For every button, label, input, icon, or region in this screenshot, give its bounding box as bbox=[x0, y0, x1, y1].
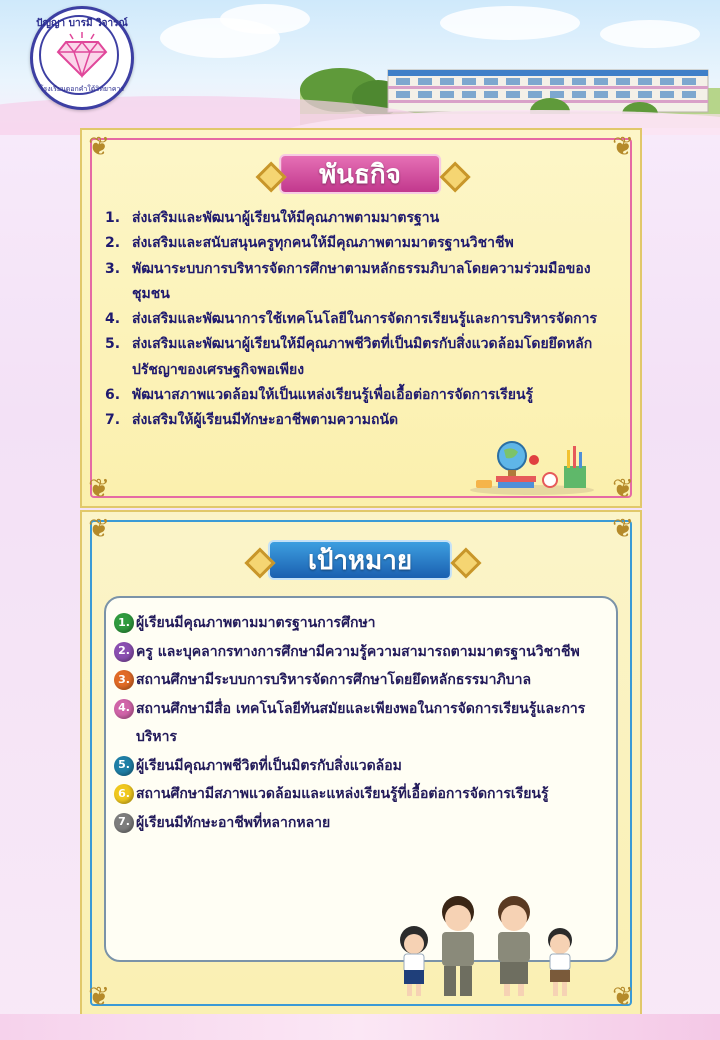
goal-item bbox=[114, 809, 614, 838]
goals-list bbox=[114, 609, 614, 837]
logo-motto: ปัญญา บารมี วิจารณ์ bbox=[36, 18, 128, 29]
ornament-right-icon bbox=[452, 541, 474, 579]
goal-number-badge: 5. bbox=[114, 756, 134, 776]
mission-item-number: 4. bbox=[105, 311, 121, 328]
goal-item bbox=[114, 695, 614, 752]
mission-title: พันธกิจ bbox=[279, 154, 441, 194]
bottom-wave bbox=[0, 1014, 720, 1040]
mission-item-text: ส่งเสริมและพัฒนาผู้เรียนให้มีคุณภาพชีวิตที่เป็นมิตรกับสิ่งแวดล้อมโดยยึดหลักปรัชญาของเศรษฐกิจพอเพียง bbox=[132, 336, 593, 378]
mission-item bbox=[105, 307, 625, 332]
corner-ornament-icon: ❦ bbox=[88, 514, 110, 544]
corner-ornament-icon: ❦ bbox=[612, 982, 634, 1012]
goal-item bbox=[114, 638, 614, 667]
mission-item bbox=[105, 332, 625, 383]
mission-item-text: พัฒนาสภาพแวดล้อมให้เป็นแหล่งเรียนรู้เพื่อเอื้อต่อการจัดการเรียนรู้ bbox=[132, 387, 534, 404]
goal-number-badge: 3. bbox=[114, 670, 134, 690]
mission-item-text: ส่งเสริมให้ผู้เรียนมีทักษะอาชีพตามความถนัด bbox=[132, 412, 399, 429]
goal-number-badge: 1. bbox=[114, 613, 134, 633]
corner-ornament-icon: ❦ bbox=[612, 132, 634, 162]
mission-item bbox=[105, 257, 625, 308]
goal-number-badge: 6. bbox=[114, 784, 134, 804]
mission-item-text: ส่งเสริมและพัฒนาการใช้เทคโนโลยีในการจัดการเรียนรู้และการบริหารจัดการ bbox=[132, 311, 598, 328]
school-logo bbox=[30, 6, 134, 110]
goal-item bbox=[114, 666, 614, 695]
corner-ornament-icon: ❦ bbox=[612, 474, 634, 504]
mission-item-text: พัฒนาระบบการบริหารจัดการศึกษาตามหลักธรรมภิบาลโดยความร่วมมือของชุมชน bbox=[132, 260, 591, 302]
mission-item-number: 1. bbox=[105, 210, 121, 226]
mission-item-number: 5. bbox=[105, 336, 121, 353]
goal-item-text: สถานศึกษามีระบบการบริหารจัดการศึกษาโดยยึดหลักธรรมาภิบาล bbox=[136, 672, 532, 688]
logo-school-name: โรงเรียนดอกคำใต้วิทยาคาร bbox=[39, 85, 125, 93]
corner-ornament-icon: ❦ bbox=[612, 514, 634, 544]
header-banner bbox=[0, 0, 720, 135]
teachers-students-illustration bbox=[388, 890, 588, 1002]
goal-item-text: ครู และบุคลากรทางการศึกษามีความรู้ความสามารถตามมาตรฐานวิชาชีพ bbox=[136, 643, 580, 660]
corner-ornament-icon: ❦ bbox=[88, 474, 110, 504]
goals-title-plaque bbox=[246, 538, 474, 582]
goal-number-badge: 7. bbox=[114, 813, 134, 833]
ornament-left-icon bbox=[257, 155, 279, 193]
mission-item-text: ส่งเสริมและพัฒนาผู้เรียนให้มีคุณภาพตามมาตรฐาน bbox=[132, 210, 440, 226]
mission-list bbox=[105, 206, 625, 434]
school-supplies-illustration bbox=[468, 436, 596, 496]
mission-item-number: 7. bbox=[105, 412, 121, 429]
ornament-left-icon bbox=[246, 541, 268, 579]
corner-ornament-icon: ❦ bbox=[88, 132, 110, 162]
goal-item-text: สถานศึกษามีสภาพแวดล้อมและแหล่งเรียนรู้ที่เอื้อต่อการจัดการเรียนรู้ bbox=[136, 786, 549, 802]
goal-item bbox=[114, 609, 614, 638]
mission-item-number: 3. bbox=[105, 260, 121, 277]
mission-item bbox=[105, 231, 625, 256]
goal-number-badge: 2. bbox=[114, 642, 134, 662]
mission-item bbox=[105, 383, 625, 408]
mission-title-plaque bbox=[257, 152, 463, 196]
goal-number-badge: 4. bbox=[114, 699, 134, 719]
goals-title: เป้าหมาย bbox=[268, 540, 452, 580]
mission-item-text: ส่งเสริมและสนับสนุนครูทุกคนให้มีคุณภาพตามมาตรฐานวิชาชีพ bbox=[132, 235, 514, 252]
mission-item-number: 6. bbox=[105, 387, 121, 404]
cloud-decoration bbox=[220, 4, 310, 34]
mission-item bbox=[105, 408, 625, 433]
goal-item bbox=[114, 780, 614, 809]
ornament-right-icon bbox=[441, 155, 463, 193]
goal-item bbox=[114, 752, 614, 781]
goal-item-text: ผู้เรียนมีคุณภาพชีวิตที่เป็นมิตรกับสิ่งแวดล้อม bbox=[136, 757, 402, 774]
mission-item-number: 2. bbox=[105, 235, 121, 252]
goal-item-text: ผู้เรียนมีทักษะอาชีพที่หลากหลาย bbox=[136, 814, 331, 831]
goal-item-text: ผู้เรียนมีคุณภาพตามมาตรฐานการศึกษา bbox=[136, 615, 376, 631]
diamond-icon bbox=[56, 30, 108, 78]
corner-ornament-icon: ❦ bbox=[88, 982, 110, 1012]
goal-item-text: สถานศึกษามีสื่อ เทคโนโลยีทันสมัยและเพียงพอในการจัดการเรียนรู้และการบริหาร bbox=[136, 700, 586, 745]
mission-item bbox=[105, 206, 625, 231]
